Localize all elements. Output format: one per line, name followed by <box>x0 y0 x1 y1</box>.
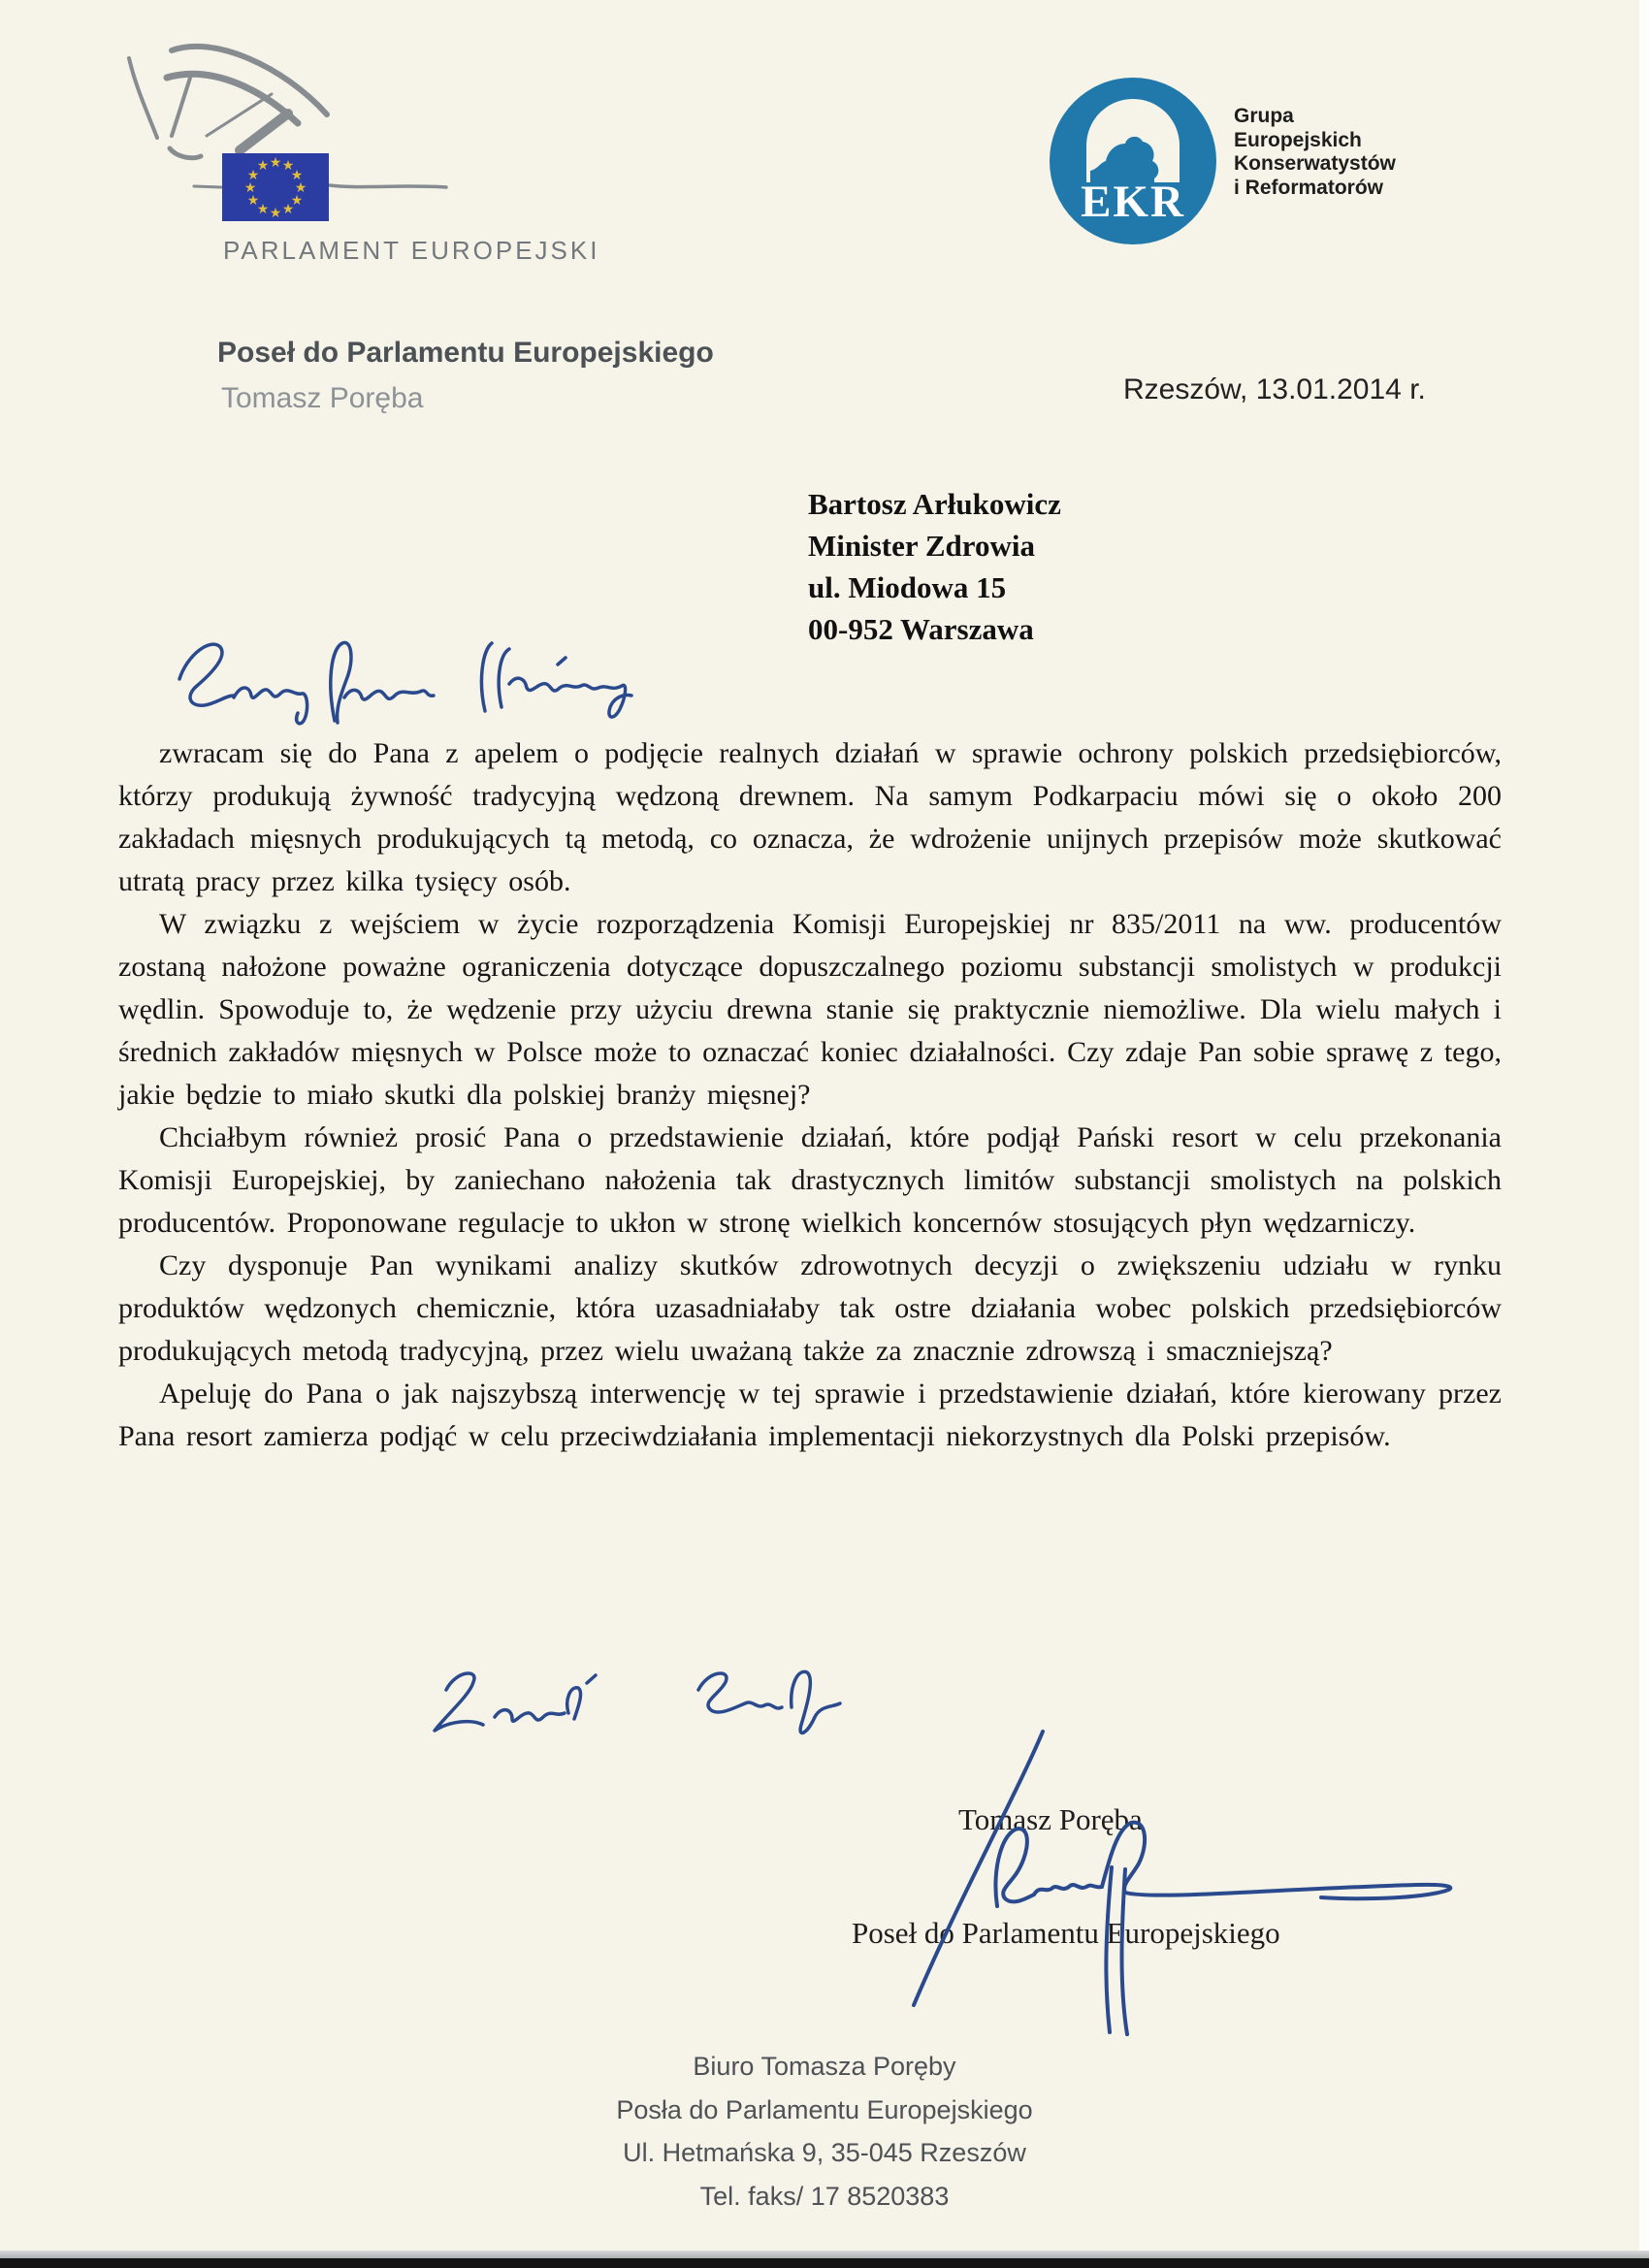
scan-edge-bottom <box>0 2258 1649 2268</box>
office-footer <box>0 2045 1649 2218</box>
svg-text:★: ★ <box>243 180 257 196</box>
signature-title: Poseł do Parlamentu Europejskiego <box>852 1916 1280 1950</box>
svg-text:★: ★ <box>256 158 270 174</box>
svg-text:★: ★ <box>269 155 282 171</box>
signature-name: Tomasz Poręba <box>958 1802 1143 1836</box>
letter-paragraph: Czy dysponuje Pan wynikami analizy skutków zdrowotnych decyzji o zwiększeniu udziału w rynku produktów wędzonych chemicznie, która uzasadniałaby tak ostre działania wobec polskich przedsiębiorców produkujących metodą tradycyjną, przez wielu uważaną także za znacznie zdrowszą i smaczniejszą? <box>118 1249 1502 1367</box>
ekr-group-line: Europejskich <box>1234 128 1362 151</box>
recipient-line: ul. Miodowa 15 <box>808 570 1007 604</box>
ekr-group-line: Grupa <box>1234 105 1294 127</box>
recipient-line: Bartosz Arłukowicz <box>808 487 1061 521</box>
ekr-group-line: Konserwatystów <box>1234 152 1396 175</box>
svg-text:★: ★ <box>281 202 295 217</box>
recipient-line: 00-952 Warszawa <box>808 612 1034 646</box>
svg-text:★: ★ <box>256 202 270 217</box>
ekr-group-line: i Reformatorów <box>1234 176 1384 199</box>
scan-edge-shadow <box>0 2251 1649 2258</box>
letter-paragraph: W związku z wejściem w życie rozporządzenia Komisji Europejskiej nr 835/2011 na ww. producentów zostaną nałożone poważne ograniczenia dotyczące dopuszczalnego poziomu substancji smolistych w produkcji wędlin. Spowoduje to, że wędzenie przy użyciu drewna stanie się praktycznie niemożliwe. Dla wielu małych i średnich zakładów mięsnych w Polsce może to oznaczać koniec działalności. Czy zdaje Pan sobie sprawę z tego, jakie będzie to miało skutki dla polskiej branży mięsnej? <box>118 908 1502 1111</box>
eu-flag-icon <box>222 153 329 221</box>
footer-line: Biuro Tomasza Poręby <box>693 2052 956 2081</box>
footer-line: Ul. Hetmańska 9, 35-045 Rzeszów <box>623 2138 1026 2167</box>
european-parliament-logo-icon <box>107 39 466 233</box>
svg-text:★: ★ <box>290 168 304 183</box>
sender-name: Tomasz Poręba <box>221 382 424 414</box>
signature-ink <box>873 1702 1494 2037</box>
letter-paragraph: Apeluję do Pana o jak najszybszą interwencję w tej sprawie i przedstawienie działań, które kierowany przez Pana resort zamierza podjąć w celu przeciwdziałania implementacji niekorzystnych dla Polski przepisów. <box>118 1377 1502 1452</box>
svg-text:★: ★ <box>246 168 260 183</box>
recipient-address <box>808 483 1061 650</box>
svg-text:★: ★ <box>294 180 307 196</box>
ep-logo-label: PARLAMENT EUROPEJSKI <box>223 236 600 265</box>
dateline: Rzeszów, 13.01.2014 r. <box>1123 373 1426 405</box>
letter-paragraph: Chciałbym również prosić Pana o przedstawienie działań, które podjął Pański resort w celu przekonania Komisji Europejskiej, by zaniechano nałożenia tak drastycznych limitów substancji smolistych na polskich producentów. Proponowane regulacje to ukłon w stronę wielkich koncernów stosujących płyn wędzarniczy. <box>118 1121 1502 1239</box>
footer-line: Tel. faks/ 17 8520383 <box>699 2181 950 2211</box>
svg-text:★: ★ <box>269 206 282 221</box>
svg-text:★: ★ <box>281 158 295 174</box>
ekr-group-name <box>1234 105 1396 200</box>
svg-text:★: ★ <box>246 193 260 209</box>
letter-body <box>118 732 1502 1458</box>
ekr-logo-icon <box>1046 74 1220 248</box>
recipient-line: Minister Zdrowia <box>808 529 1035 563</box>
letter-paragraph: zwracam się do Pana z apelem o podjęcie realnych działań w sprawie ochrony polskich przedsiębiorców, którzy produkują żywność tradycyjną wędzoną drewnem. Na samym Podkarpaciu mówi się o około 200 zakładach mięsnych produkujących tą metodą, co oznacza, że wdrożenie unijnych przepisów może skutkować utratą pracy przez kilka tysięcy osób. <box>118 737 1502 897</box>
handwritten-closing <box>388 1649 931 1795</box>
sender-title: Poseł do Parlamentu Europejskiego <box>217 337 714 369</box>
scan-edge-right <box>1639 0 1649 2268</box>
svg-text:★: ★ <box>290 193 304 209</box>
ekr-monogram: EKR <box>1081 177 1185 227</box>
footer-line: Posła do Parlamentu Europejskiego <box>616 2094 1033 2124</box>
